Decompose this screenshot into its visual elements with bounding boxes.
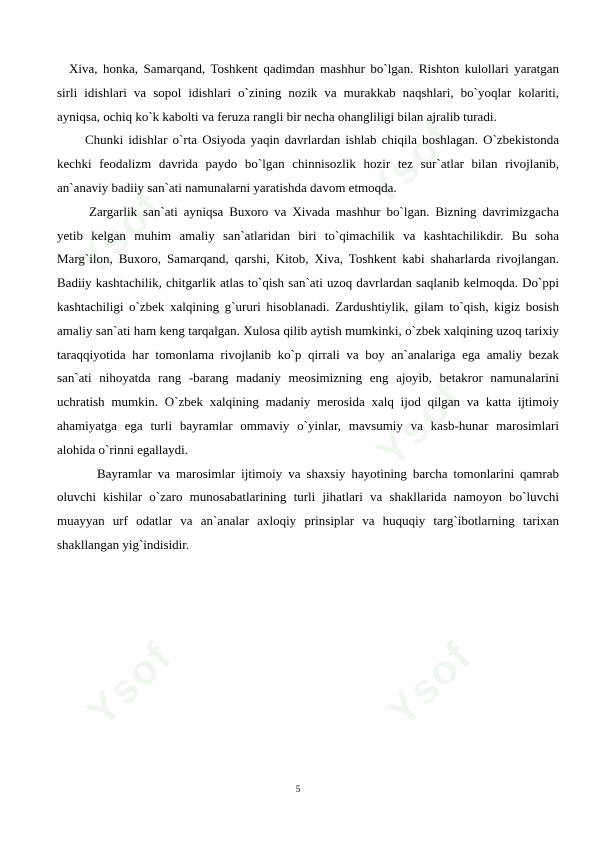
paragraph: Zargarlik san`ati ayniqsa Buxoro va Xivada mashhur bo`lgan. Bizning davrimizgacha yetib kelgan muhim amaliy san`atlaridan biri to`qimachilik va kashtachilikdir. Bu soha Marg`ilon, Buxoro, Samarqand, qarshi, Kitob, Xiva, Toshkent kabi shaharlarda rivojlangan. Badiiy kashtachilik, chitgarlik atlas to`qish san`ati uzoq davrlardan saqlanib kelmoqda. Do`ppi kashtachiligi o`zbek xalqining g`ururi hisoblanadi. Zardushtiylik, gilam to`qish, kigiz bosish amaliy san`ati ham keng tarqalgan. Xulosa qilib aytish mumkinki, o`zbek xalqining uzoq tarixiy taraqqiyotida har tomonlama rivojlanib ko`p qirrali va boy an`analariga ega amaliy bezak san`ati nihoyatda rang -barang madaniy meosimizning eng ajoyib, betakror namunalarini uchratish mumkin. O`zbek xalqining madaniy merosida xalq ijod qilgan va katta ijtimoiy ahamiyatga ega turli bayramlar ommaviy o`yinlar, mavsumiy va kasb-hunar marosimlari alohida o`rinni egallaydi. — [57, 203, 559, 457]
watermark: Ysof — [377, 632, 481, 736]
paragraph: Xiva, honka, Samarqand, Toshkent qadimdan mashhur bo`lgan. Rishton kulollari yaratgan sirli idishlari va sopol idishlari o`zining nozik va murakkab naqshlari, bo`yoqlar kolariti, ayniqsa, ochiq ko`k kabolti va feruza rangli bir necha ohangliligi bilan ajralib turadi. — [57, 61, 559, 124]
body-text — [57, 57, 559, 557]
watermark: Ysof — [367, 372, 471, 476]
watermark: Ysof — [77, 632, 181, 736]
watermark: Ysof — [357, 112, 461, 216]
paragraph: Bayramlar va marosimlar ijtimoiy va shaxsiy hayotining barcha tomonlarini qamrab oluvchi kishilar o`zaro munosabatlarining turli jihatlari va shakllarida namoyon bo`luvchi muayyan urf odatlar va an`analar axloqiy prinsiplar va huquqiy targ`ibotlarning tarixan shakllangan yig`indisidir. — [57, 465, 559, 552]
page-number: 5 — [295, 784, 301, 794]
watermark: Ysof — [67, 182, 171, 286]
paragraph: Chunki idishlar o`rta Osiyoda yaqin davrlardan ishlab chiqila boshlagan. O`zbekistonda kechki feodalizm davrida paydo bo`lgan chinnisozlik hozir tez sur`atlar bilan rivojlanib, an`anaviy badiiy san`ati namunalarni yaratishda davom etmoqda. — [57, 132, 559, 195]
